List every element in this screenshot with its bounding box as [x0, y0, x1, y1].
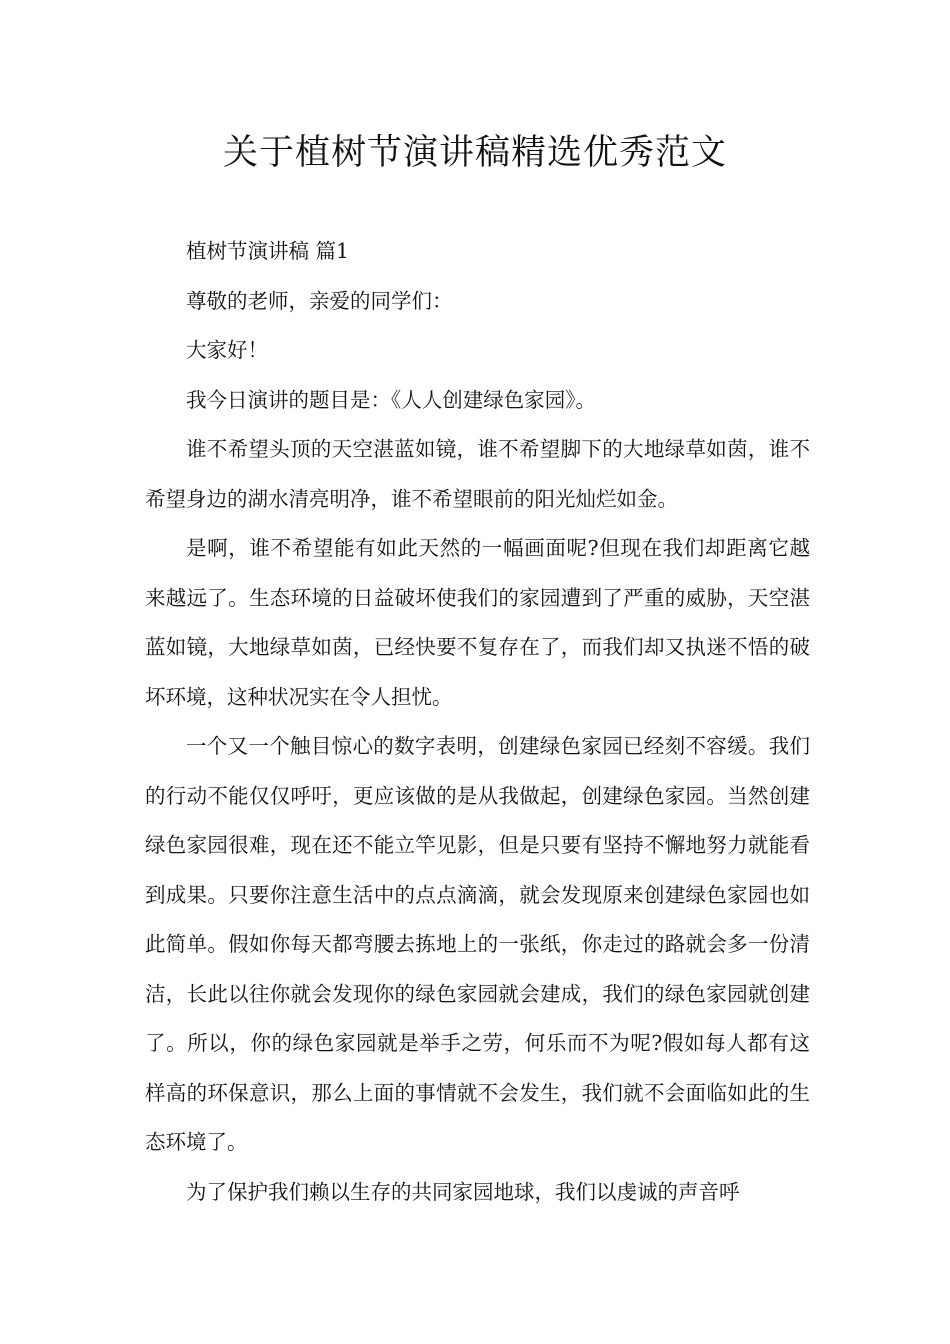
document-title: 关于植树节演讲稿精选优秀范文 [222, 133, 727, 173]
paragraph: 为了保护我们赖以生存的共同家园地球，我们以虔诚的声音呼 [186, 1179, 740, 1204]
paragraph: 谁不希望头顶的天空湛蓝如镜，谁不希望脚下的大地绿草如茵，谁不希望身边的湖水清亮明净，谁不希望眼前的阳光灿烂如金。 [145, 437, 810, 511]
document-body [145, 227, 810, 1217]
paragraph: 一个又一个触目惊心的数字表明，创建绿色家园已经刻不容缓。我们的行动不能仅仅呼吁，更应该做的是从我做起，创建绿色家园。当然创建绿色家园很难，现在还不能立竿见影，但是只要有坚持不懈地努力就能看到成果。只要你注意生活中的点点滴滴，就会发现原来创建绿色家园也如此简单。假如你每天都弯腰去拣地上的一张纸，你走过的路就会多一份清洁，长此以往你就会发现你的绿色家园就会建成，我们的绿色家园就创建了。所以，你的绿色家园就是举手之劳，何乐而不为呢?假如每人都有这样高的环保意识，那么上面的事情就不会发生，我们就不会面临如此的生态环境了。 [145, 734, 810, 1154]
paragraph-greeting: 尊敬的老师，亲爱的同学们： [186, 288, 453, 313]
paragraph: 是啊，谁不希望能有如此天然的一幅画面呢?但现在我们却距离它越来越远了。生态环境的日益破坏使我们的家园遭到了严重的威胁，天空湛蓝如镜，大地绿草如茵，已经快要不复存在了，而我们却又执迷不悟的破坏环境，这种状况实在令人担忧。 [145, 536, 810, 709]
paragraph-hello: 大家好！ [186, 338, 268, 362]
paragraph-heading: 植树节演讲稿 篇1 [186, 239, 350, 263]
paragraph-topic: 我今日演讲的题目是：《人人创建绿色家园》。 [186, 387, 596, 412]
